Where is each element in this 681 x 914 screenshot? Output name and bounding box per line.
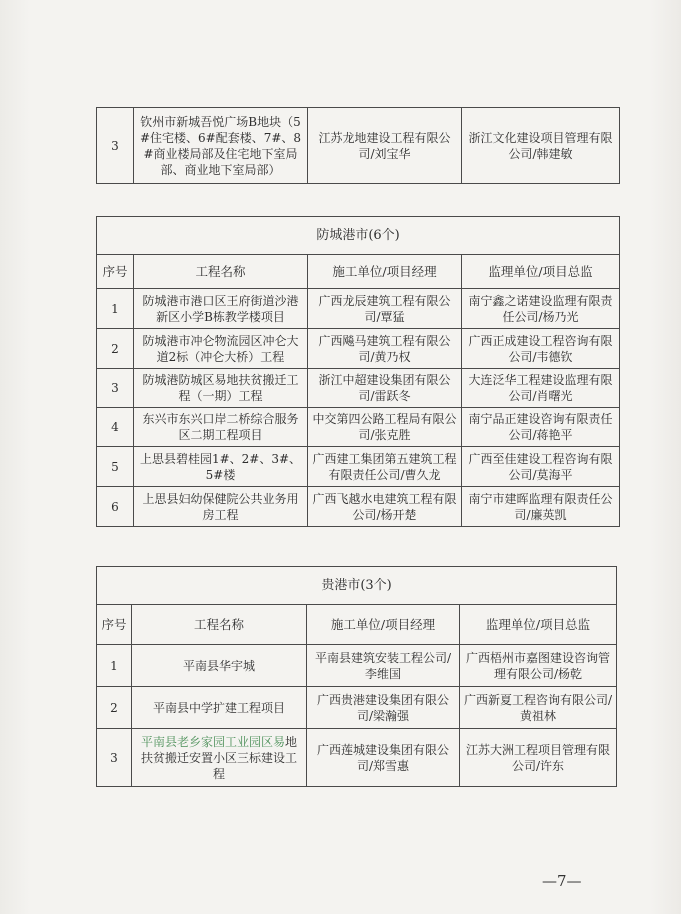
project-name: 上思县妇幼保健院公共业务用房工程 (134, 487, 308, 527)
project-name: 防城港市港口区王府街道沙港新区小学B栋教学楼项目 (134, 289, 308, 329)
project-name: 上思县碧桂园1#、2#、3#、5#楼 (134, 447, 308, 487)
project-name-part-2: 地扶贫搬迁安置小区三标建设工程 (140, 734, 298, 781)
header-supervisor: 监理单位/项目总监 (460, 605, 617, 645)
table-row (97, 687, 617, 729)
contractor: 中交第四公路工程局有限公司/张克胜 (308, 408, 462, 447)
project-name: 防城港市冲仑物流园区冲仑大道2标（冲仑大桥）工程 (134, 329, 308, 369)
project-name: 平南县中学扩建工程项目 (132, 687, 307, 729)
table-header-row (97, 255, 620, 289)
row-number: 1 (97, 645, 132, 687)
row-number: 1 (97, 289, 134, 329)
row-number: 3 (97, 729, 132, 787)
contractor: 广西贵港建设集团有限公司/梁瀚强 (307, 687, 460, 729)
header-project: 工程名称 (134, 255, 308, 289)
row-number: 3 (97, 369, 134, 408)
project-name-part-1: 平南县老乡家园工业园区易 (140, 734, 285, 749)
supervisor: 南宁品正建设咨询有限责任公司/蒋艳平 (462, 408, 620, 447)
supervisor: 广西新夏工程咨询有限公司/黄祖林 (460, 687, 617, 729)
supervisor: 浙江文化建设项目管理有限公司/韩建敏 (462, 108, 620, 184)
contractor: 江苏龙地建设工程有限公司/刘宝华 (308, 108, 462, 184)
guigang-table (96, 566, 617, 787)
contractor: 平南县建筑安装工程公司/李维国 (307, 645, 460, 687)
project-name: 东兴市东兴口岸二桥综合服务区二期工程项目 (134, 408, 308, 447)
table-row (97, 108, 620, 184)
top-continuation-table (96, 107, 620, 184)
project-name: 防城港防城区易地扶贫搬迁工程（一期）工程 (134, 369, 308, 408)
contractor: 浙江中超建设集团有限公司/雷跃冬 (308, 369, 462, 408)
table-row (97, 369, 620, 408)
project-name (132, 729, 307, 787)
supervisor: 广西正成建设工程咨询有限公司/韦德钦 (462, 329, 620, 369)
row-number: 2 (97, 329, 134, 369)
table-row (97, 289, 620, 329)
supervisor: 南宁市建晖监理有限责任公司/廉英凯 (462, 487, 620, 527)
row-number: 3 (97, 108, 134, 184)
header-no: 序号 (97, 255, 134, 289)
supervisor: 江苏大洲工程项目管理有限公司/许东 (460, 729, 617, 787)
row-number: 4 (97, 408, 134, 447)
row-number: 2 (97, 687, 132, 729)
section-title: 贵港市(3个) (97, 567, 617, 605)
fangchenggang-table (96, 216, 620, 527)
header-contractor: 施工单位/项目经理 (308, 255, 462, 289)
table-row (97, 645, 617, 687)
supervisor: 广西梧州市嘉图建设咨询管理有限公司/杨乾 (460, 645, 617, 687)
table-row (97, 729, 617, 787)
table-row (97, 487, 620, 527)
header-project: 工程名称 (132, 605, 307, 645)
header-contractor: 施工单位/项目经理 (307, 605, 460, 645)
contractor: 广西飚马建筑工程有限公司/黄乃权 (308, 329, 462, 369)
row-number: 5 (97, 447, 134, 487)
project-name: 平南县华宇城 (132, 645, 307, 687)
header-supervisor: 监理单位/项目总监 (462, 255, 620, 289)
contractor: 广西龙辰建筑工程有限公司/覃猛 (308, 289, 462, 329)
header-no: 序号 (97, 605, 132, 645)
supervisor: 南宁鑫之诺建设监理有限责任公司/杨乃光 (462, 289, 620, 329)
supervisor: 广西至佳建设工程咨询有限公司/莫海平 (462, 447, 620, 487)
table-row (97, 329, 620, 369)
table-header-row (97, 605, 617, 645)
project-name: 钦州市新城吾悦广场B地块（5#住宅楼、6#配套楼、7#、8#商业楼局部及住宅地下室局部、商业地下室局部） (134, 108, 308, 184)
table-title-row (97, 217, 620, 255)
row-number: 6 (97, 487, 134, 527)
contractor: 广西飞越水电建筑工程有限公司/杨开楚 (308, 487, 462, 527)
contractor: 广西莲城建设集团有限公司/郑雪惠 (307, 729, 460, 787)
contractor: 广西建工集团第五建筑工程有限责任公司/曹久龙 (308, 447, 462, 487)
page-number: —7— (542, 872, 582, 890)
table-row (97, 447, 620, 487)
supervisor: 大连泛华工程建设监理有限公司/肖曙光 (462, 369, 620, 408)
table-row (97, 408, 620, 447)
section-title: 防城港市(6个) (97, 217, 620, 255)
table-title-row (97, 567, 617, 605)
